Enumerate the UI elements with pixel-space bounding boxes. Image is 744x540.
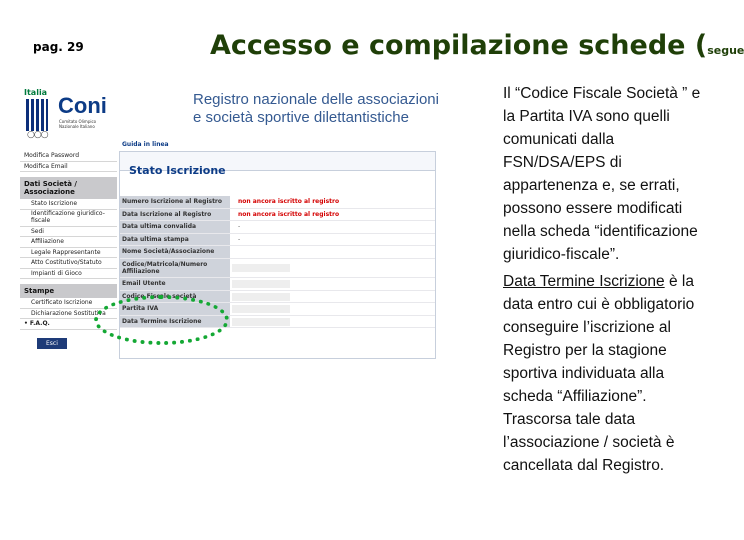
row-label: Numero Iscrizione al Registro	[120, 196, 230, 208]
sidebar-item-identificazione[interactable]: Identificazione giuridico-fiscale	[20, 210, 117, 227]
row-label: Email Utente	[120, 278, 230, 290]
paragraph-data-termine	[503, 270, 708, 477]
table-row	[120, 259, 435, 278]
table-row	[120, 278, 435, 291]
value-field	[232, 264, 290, 272]
value-field	[232, 280, 290, 288]
table-row	[120, 246, 435, 259]
row-label: Data Termine Iscrizione	[120, 316, 230, 328]
value-field	[232, 293, 290, 301]
data-termine-heading: Data Termine Iscrizione	[503, 273, 665, 290]
row-value: -	[238, 223, 241, 231]
sidebar-item-legale-rappresentante[interactable]: Legale Rappresentante	[20, 248, 117, 259]
sidebar-item-affiliazione[interactable]: Affiliazione	[20, 237, 117, 248]
table-row	[120, 221, 435, 234]
logo-name: Coni	[58, 93, 107, 118]
row-value: non ancora iscritto al registro	[238, 210, 340, 218]
panel-title: Stato Iscrizione	[129, 164, 226, 177]
sidebar-item-modifica-password[interactable]: Modifica Password	[20, 151, 117, 162]
sidebar-item-faq[interactable]: • F.A.Q.	[20, 319, 117, 330]
logo-subtitle: Comitato Olimpico Nazionale Italiano	[59, 119, 97, 129]
sidebar-item-dichiarazione[interactable]: Dichiarazione Sostitutiva	[20, 309, 117, 320]
value-field	[232, 318, 290, 326]
row-value: non ancora iscritto al registro	[238, 198, 340, 205]
row-label: Data Iscrizione al Registro	[120, 209, 230, 221]
guida-in-linea-link[interactable]: Guida in linea	[122, 141, 169, 148]
sidebar-item-stato-iscrizione[interactable]: Stato Iscrizione	[20, 199, 117, 210]
coni-logo	[23, 88, 107, 140]
highlight-circle	[94, 295, 229, 345]
page-number: pag. 29	[33, 40, 84, 54]
row-label: Nome Società/Associazione	[120, 246, 230, 258]
table-row	[120, 209, 435, 222]
sidebar-item-certificato[interactable]: Certificato Iscrizione	[20, 298, 117, 309]
row-label: Data ultima convalida	[120, 221, 230, 233]
sidebar-item-modifica-email[interactable]: Modifica Email	[20, 162, 117, 173]
explanation-text	[503, 82, 708, 481]
sidebar-item-impianti[interactable]: Impianti di Gioco	[20, 269, 117, 280]
table-row	[120, 196, 435, 209]
row-label: Codice/Matricola/Numero Affiliazione	[120, 259, 230, 277]
slide-title	[210, 30, 744, 61]
logo-bars-icon	[26, 99, 48, 131]
logo-italia-text: Italia	[24, 88, 48, 97]
registry-title-line2: e società sportive dilettantistiche	[193, 109, 409, 126]
olympic-rings-icon: ○○○	[27, 130, 48, 140]
value-field	[232, 305, 290, 313]
registry-title	[193, 91, 439, 127]
row-value: -	[238, 235, 241, 243]
registry-title-line1: Registro nazionale delle associazioni	[193, 91, 439, 108]
paragraph-codice-fiscale: Il “Codice Fiscale Società ” e la Partita IVA sono quelli comunicati dalla FSN/DSA/EPS di appartenenza e, se errati, possono essere modificati nella scheda “identificazione giuridico-fiscale”.	[503, 85, 701, 263]
row-label: Codice Fiscale società	[120, 291, 230, 303]
data-termine-body: è la data entro cui è obbligatorio conseguire l’iscrizione al Registro per la stagione sportiva individuata alla scheda “Affiliazione”. Trascorsa tale data l’associazione / società è cancellata dal Registro.	[503, 273, 695, 474]
row-label: Partita IVA	[120, 303, 230, 315]
row-label: Data ultima stampa	[120, 234, 230, 246]
logout-button[interactable]: Esci	[37, 338, 67, 349]
registry-screenshot	[20, 85, 450, 370]
table-row	[120, 234, 435, 247]
sidebar-item-sedi[interactable]: Sedi	[20, 227, 117, 238]
slide-title-text: Accesso e compilazione schede (	[210, 30, 708, 61]
slide-title-suffix: segue	[707, 44, 744, 57]
sidebar-section-stampe: Stampe	[20, 284, 117, 298]
sidebar-item-atto-costitutivo[interactable]: Atto Costitutivo/Statuto	[20, 258, 117, 269]
sidebar-section-dati-societa: Dati Società / Associazione	[20, 177, 117, 199]
